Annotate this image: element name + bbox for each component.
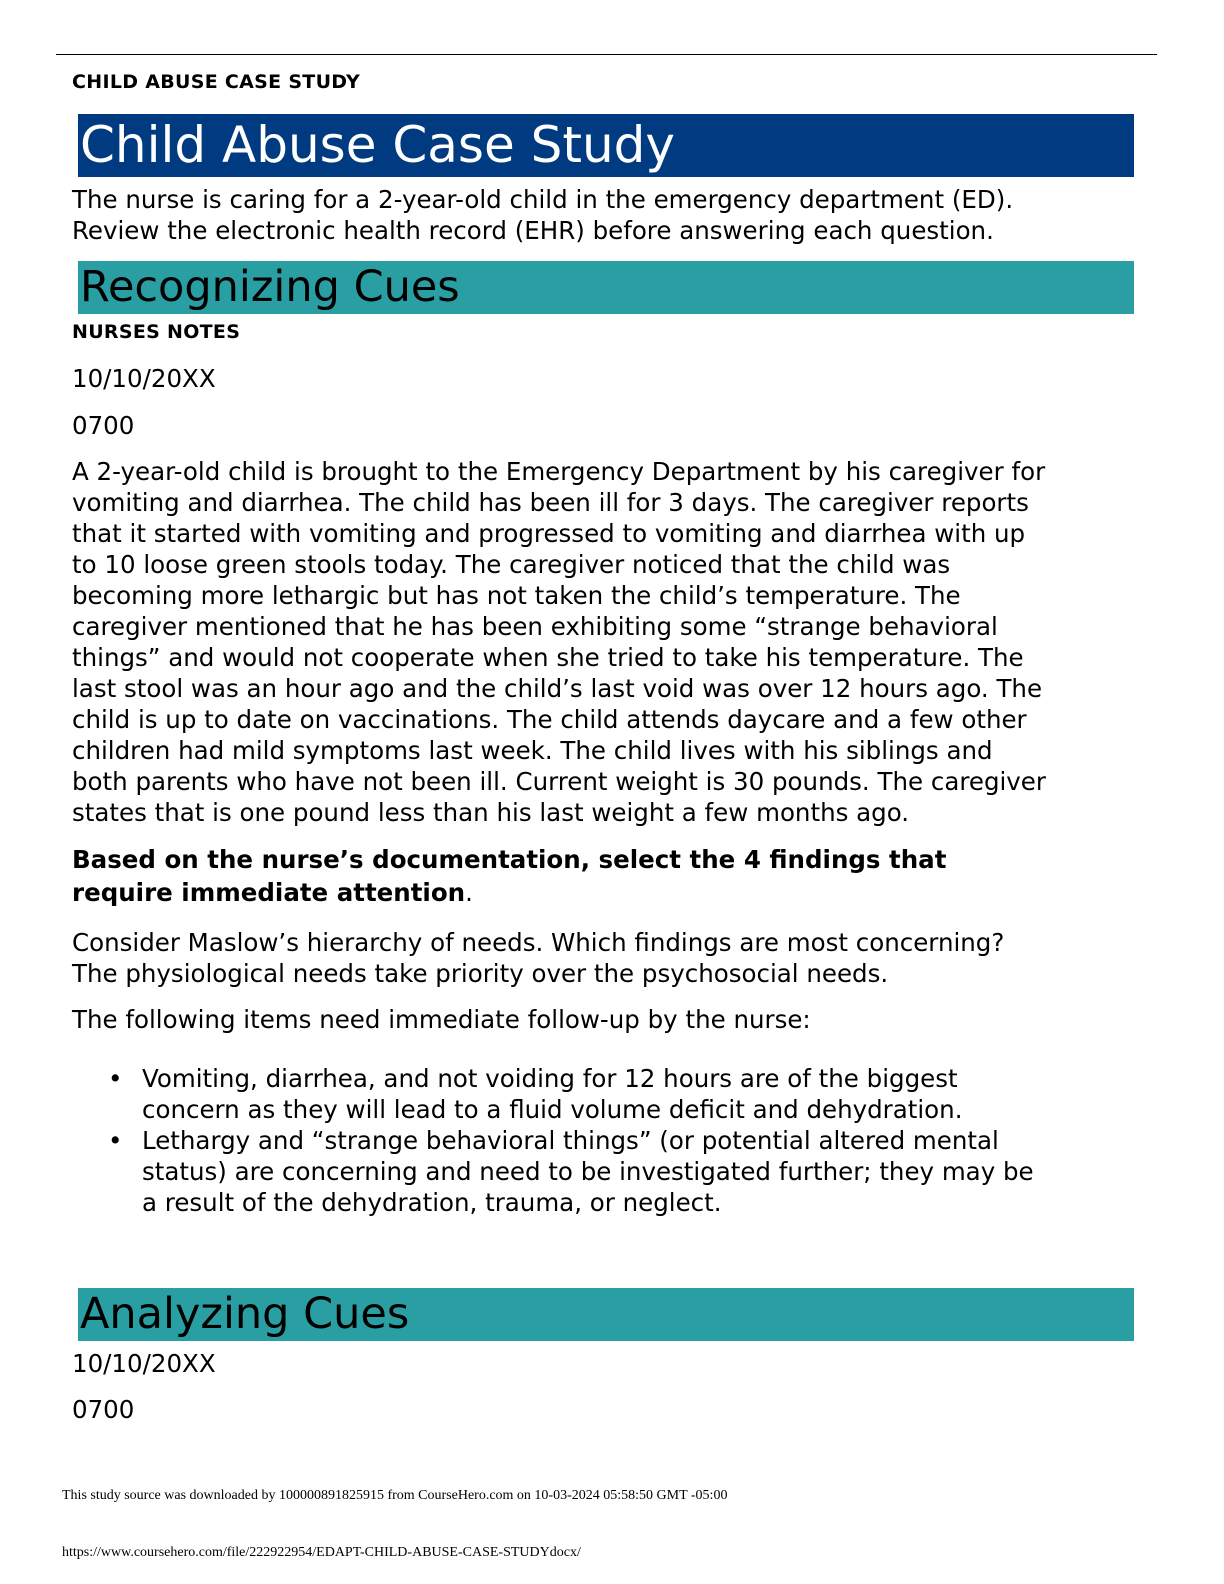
maslow-line: Consider Maslow’s hierarchy of needs. Which findings are most concerning?	[72, 928, 1005, 957]
question-line: Based on the nurse’s documentation, select the 4 findings that	[72, 845, 947, 874]
note-line: child is up to date on vaccinations. The child attends daycare and a few other	[72, 705, 1027, 734]
bullet-icon: •	[108, 1064, 123, 1093]
question-line: require immediate attention	[72, 878, 466, 907]
analyzing-date: 10/10/20XX	[72, 1349, 216, 1378]
download-source-note: This study source was downloaded by 100000891825915 from CourseHero.com on 10-03-2024 05:58:50 GMT -05:00	[62, 1488, 728, 1503]
maslow-paragraph	[72, 927, 1004, 989]
bullet-line: concern as they will lead to a fluid volume deficit and dehydration.	[142, 1095, 963, 1124]
followup-list	[100, 1063, 1034, 1218]
note-date: 10/10/20XX	[72, 364, 216, 393]
list-item	[100, 1063, 1034, 1125]
bullet-icon: •	[108, 1126, 123, 1155]
document-header: CHILD ABUSE CASE STUDY	[72, 71, 361, 93]
note-line: things” and would not cooperate when she tried to take his temperature. The	[72, 643, 1024, 672]
maslow-line: The physiological needs take priority over the psychosocial needs.	[72, 959, 889, 988]
note-line: vomiting and diarrhea. The child has been ill for 3 days. The caregiver reports	[72, 488, 1029, 517]
intro-paragraph	[72, 184, 1013, 246]
nurses-notes-label: NURSES NOTES	[72, 321, 241, 343]
list-item	[100, 1125, 1034, 1218]
nurse-note-paragraph	[72, 456, 1046, 828]
note-line: to 10 loose green stools today. The caregiver noticed that the child was	[72, 550, 951, 579]
question-period: .	[465, 878, 473, 907]
note-line: caregiver mentioned that he has been exhibiting some “strange behavioral	[72, 612, 998, 641]
followup-intro: The following items need immediate follow-up by the nurse:	[72, 1005, 811, 1034]
bullet-line: status) are concerning and need to be investigated further; they may be	[142, 1157, 1034, 1186]
page-title: Child Abuse Case Study	[78, 114, 1134, 177]
bullet-line: Vomiting, diarrhea, and not voiding for 12 hours are of the biggest	[142, 1064, 958, 1093]
note-line: children had mild symptoms last week. The child lives with his siblings and	[72, 736, 993, 765]
section-heading-analyzing-cues: Analyzing Cues	[78, 1288, 1134, 1341]
top-rule	[56, 54, 1157, 55]
source-url[interactable]: https://www.coursehero.com/file/222922954/EDAPT-CHILD-ABUSE-CASE-STUDYdocx/	[62, 1545, 581, 1560]
note-line: A 2-year-old child is brought to the Emergency Department by his caregiver for	[72, 457, 1046, 486]
note-line: last stool was an hour ago and the child’s last void was over 12 hours ago. The	[72, 674, 1043, 703]
bullet-line: Lethargy and “strange behavioral things” (or potential altered mental	[142, 1126, 999, 1155]
section-heading-recognizing-cues: Recognizing Cues	[78, 261, 1134, 314]
bullet-line: a result of the dehydration, trauma, or neglect.	[142, 1188, 722, 1217]
note-line: both parents who have not been ill. Current weight is 30 pounds. The caregiver	[72, 767, 1046, 796]
note-line: becoming more lethargic but has not taken the child’s temperature. The	[72, 581, 961, 610]
question-prompt	[72, 843, 946, 909]
note-time: 0700	[72, 411, 135, 440]
intro-line: Review the electronic health record (EHR) before answering each question.	[72, 216, 994, 245]
analyzing-time: 0700	[72, 1395, 135, 1424]
note-line: states that is one pound less than his last weight a few months ago.	[72, 798, 910, 827]
intro-line: The nurse is caring for a 2-year-old child in the emergency department (ED).	[72, 185, 1014, 214]
note-line: that it started with vomiting and progressed to vomiting and diarrhea with up	[72, 519, 1026, 548]
